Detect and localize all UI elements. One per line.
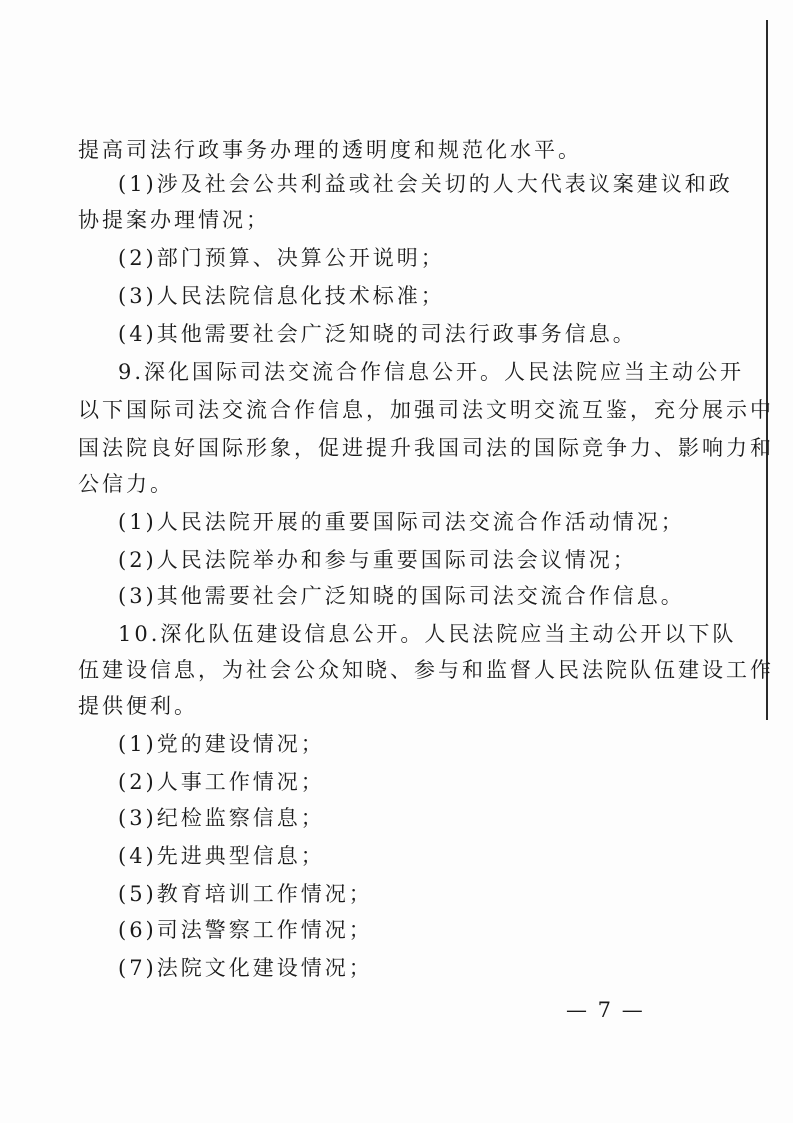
section-heading-line: 10.深化队伍建设信息公开。人民法院应当主动公开以下队	[118, 622, 737, 646]
text-line: 提高司法行政事务办理的透明度和规范化水平。	[78, 138, 582, 162]
text-line: (3)纪检监察信息；	[118, 806, 325, 830]
text-line: 提供便利。	[78, 694, 198, 718]
text-line: 协提案办理情况；	[78, 208, 270, 232]
margin-rule	[766, 20, 768, 720]
text-line: (1)涉及社会公共利益或社会关切的人大代表议案建议和政	[118, 172, 733, 196]
text-line: (1)人民法院开展的重要国际司法交流合作活动情况；	[118, 510, 685, 534]
text-line: (2)人事工作情况；	[118, 770, 325, 794]
section-heading-line: 9.深化国际司法交流合作信息公开。人民法院应当主动公开	[118, 360, 745, 384]
text-line: (1)党的建设情况；	[118, 732, 325, 756]
text-line: 公信力。	[78, 472, 174, 496]
text-line: (6)司法警察工作情况；	[118, 918, 373, 942]
text-line: (4)先进典型信息；	[118, 844, 325, 868]
text-line: (3)人民法院信息化技术标准；	[118, 284, 445, 308]
text-line: (3)其他需要社会广泛知晓的国际司法交流合作信息。	[118, 584, 685, 608]
text-line: (4)其他需要社会广泛知晓的司法行政事务信息。	[118, 322, 637, 346]
text-line: 国法院良好国际形象，促进提升我国司法的国际竞争力、影响力和	[78, 436, 774, 460]
text-line: (7)法院文化建设情况；	[118, 956, 373, 980]
text-line: (5)教育培训工作情况；	[118, 882, 373, 906]
text-line: 以下国际司法交流合作信息，加强司法文明交流互鉴，充分展示中	[78, 398, 774, 422]
text-line: 伍建设信息，为社会公众知晓、参与和监督人民法院队伍建设工作	[78, 658, 774, 682]
page-number: — 7 —	[566, 998, 645, 1022]
text-line: (2)人民法院举办和参与重要国际司法会议情况；	[118, 548, 637, 572]
text-line: (2)部门预算、决算公开说明；	[118, 246, 445, 270]
